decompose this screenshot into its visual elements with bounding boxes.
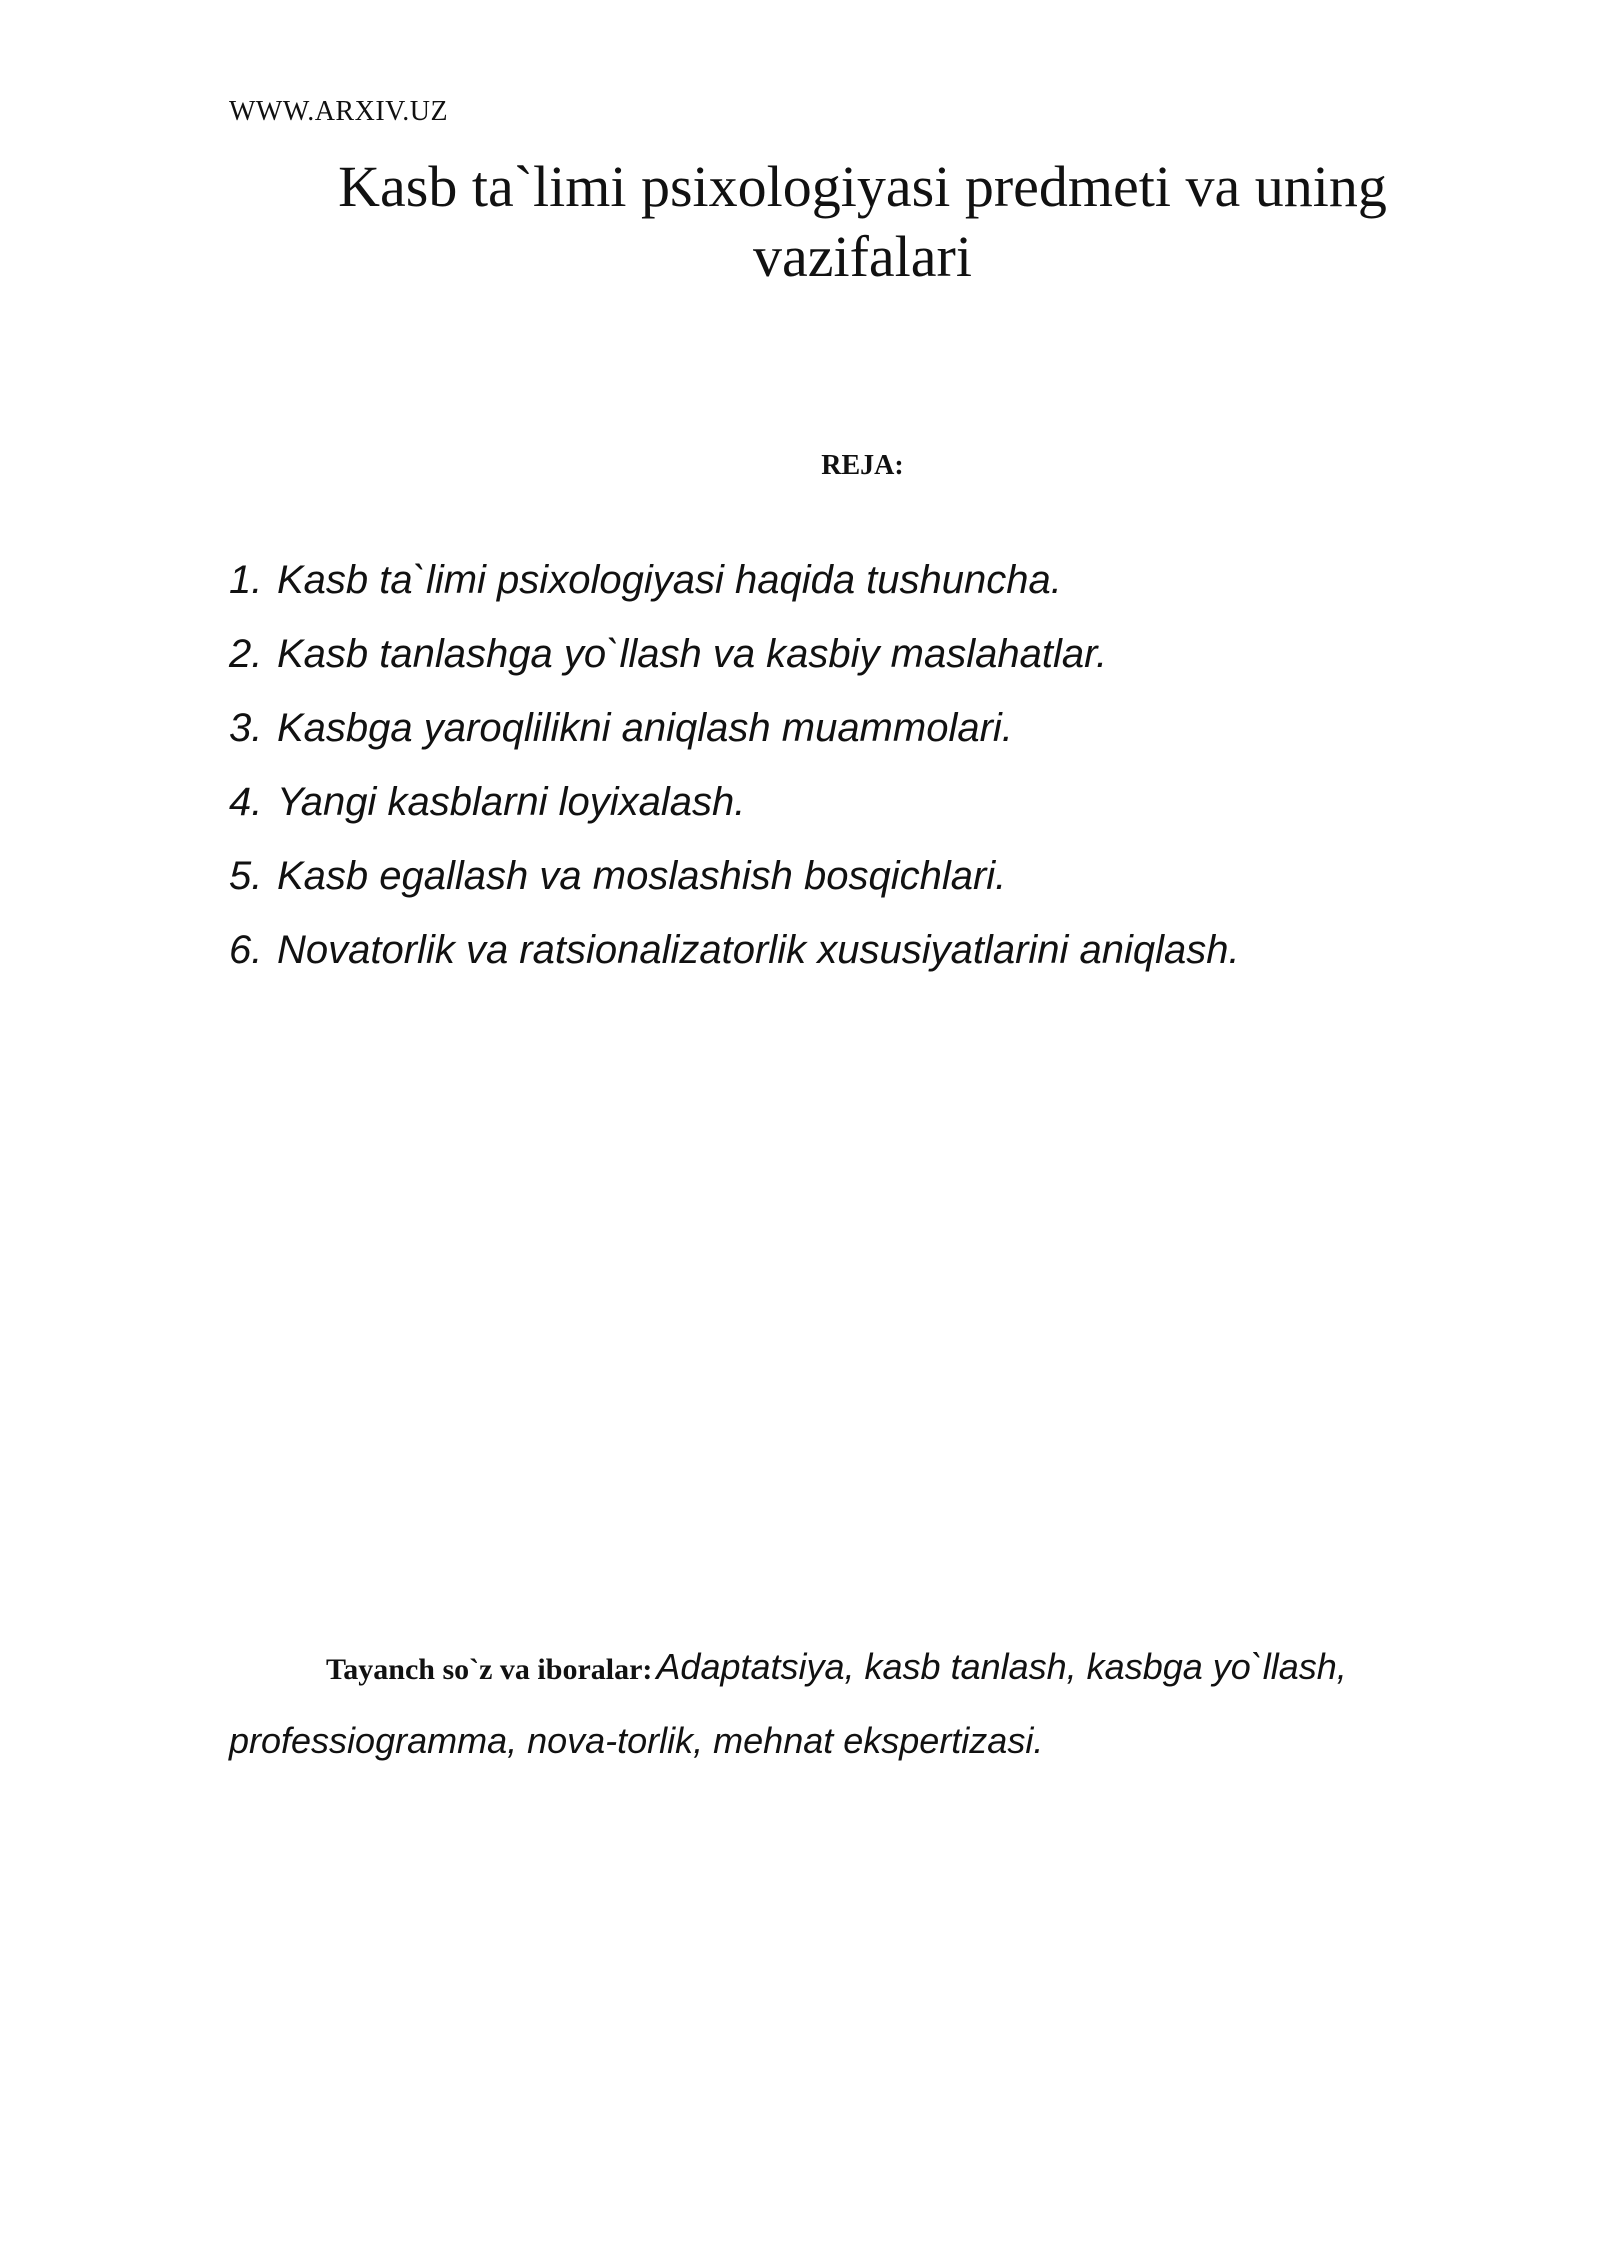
keywords-label: Tayanch so`z va iboralar: (326, 1653, 653, 1686)
plan-item-number: 5. (229, 854, 263, 898)
plan-item-number: 6. (229, 928, 263, 972)
plan-item-text: Kasb ta`limi psixologiyasi haqida tushuncha. (277, 558, 1062, 602)
plan-item (229, 928, 1240, 1002)
plan-item (229, 632, 1240, 706)
plan-item-text: Kasb egallash va moslashish bosqichlari. (277, 854, 1007, 898)
plan-item-text: Kasb tanlashga yo`llash va kasbiy maslahatlar. (277, 632, 1108, 676)
keywords-paragraph (229, 1634, 1379, 1782)
plan-item (229, 558, 1240, 632)
plan-item (229, 706, 1240, 780)
plan-item-number: 3. (229, 706, 263, 750)
plan-heading: REJA: (821, 450, 904, 481)
keywords-text: Adaptatsiya, kasb tanlash, kasbga yo`llash, professiogramma, nova-torlik, mehnat ekspertizasi. (229, 1646, 1347, 1761)
site-header: WWW.ARXIV.UZ (229, 96, 449, 127)
plan-item (229, 780, 1240, 854)
plan-item-text: Kasbga yaroqlilikni aniqlash muammolari. (277, 706, 1013, 750)
plan-list (229, 558, 1240, 1002)
plan-item-text: Novatorlik va ratsionalizatorlik xususiyatlarini aniqlash. (277, 928, 1240, 972)
plan-item-text: Yangi kasblarni loyixalash. (277, 780, 746, 824)
plan-item-number: 4. (229, 780, 263, 824)
document-title: Kasb ta`limi psixologiyasi predmeti va uning vazifalari (338, 154, 1387, 289)
plan-item-number: 2. (229, 632, 263, 676)
plan-item-number: 1. (229, 558, 263, 602)
plan-item (229, 854, 1240, 928)
